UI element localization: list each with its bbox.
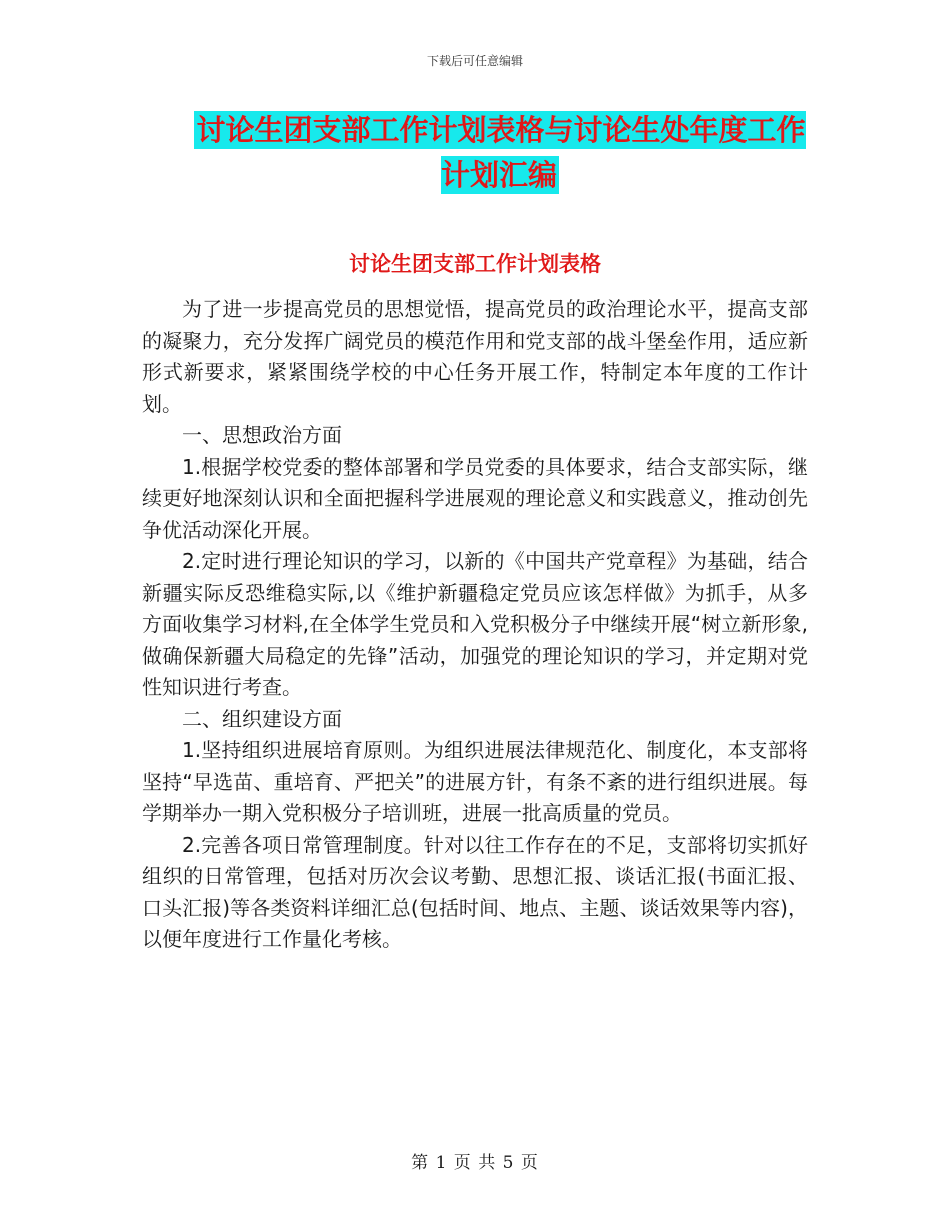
paragraph-organization-1: 1.坚持组织进展培育原则。为组织进展法律规范化、制度化，本支部将坚持“早选苗、重培育、严把关”的进展方针，有条不紊的进行组织进展。每学期举办一期入党积极分子培训班，进展一批高质量的党员。: [142, 738, 808, 825]
paragraph-organization-2: 2.完善各项日常管理制度。针对以往工作存在的不足，支部将切实抓好组织的日常管理，包括对历次会议考勤、思想汇报、谈话汇报(书面汇报、口头汇报)等各类资料详细汇总(包括时间、地点、主题、谈话效果等内容)，以便年度进行工作量化考核。: [142, 832, 808, 951]
heading-organization: 二、组织建设方面: [182, 706, 342, 731]
header-note: 下载后可任意编辑: [426, 54, 523, 68]
page-number: 第 1 页 共 5 页: [411, 1153, 539, 1173]
paragraph-ideology-2: 2.定时进行理论知识的学习，以新的《中国共产党章程》为基础，结合新疆实际反恐维稳实际,以《维护新疆稳定党员应该怎样做》为抓手，从多方面收集学习材料,在全体学生党员和入党积极分子中继续开展“树立新形象,做确保新疆大局稳定的先锋”活动，加强党的理论知识的学习，并定期对党性知识进行考查。: [142, 549, 808, 699]
heading-ideology: 一、思想政治方面: [182, 423, 342, 447]
paragraph-ideology-1: 1.根据学校党委的整体部署和学员党委的具体要求，结合支部实际，继续更好地深刻认识和全面把握科学进展观的理论意义和实践意义，推动创先争优活动深化开展。: [142, 454, 808, 542]
paragraph-intro: 为了进一步提高党员的思想觉悟，提高党员的政治理论水平，提高支部的凝聚力，充分发挥广阔党员的模范作用和党支部的战斗堡垒作用，适应新形式新要求，紧紧围绕学校的中心任务开展工作，特制定本年度的工作计划。: [142, 297, 808, 416]
document-title-text: 讨论生团支部工作计划表格与讨论生处年度工作计划汇编: [196, 113, 806, 192]
section-title: 讨论生团支部工作计划表格: [349, 252, 601, 276]
document-body: [142, 294, 808, 956]
document-title: [190, 108, 810, 198]
